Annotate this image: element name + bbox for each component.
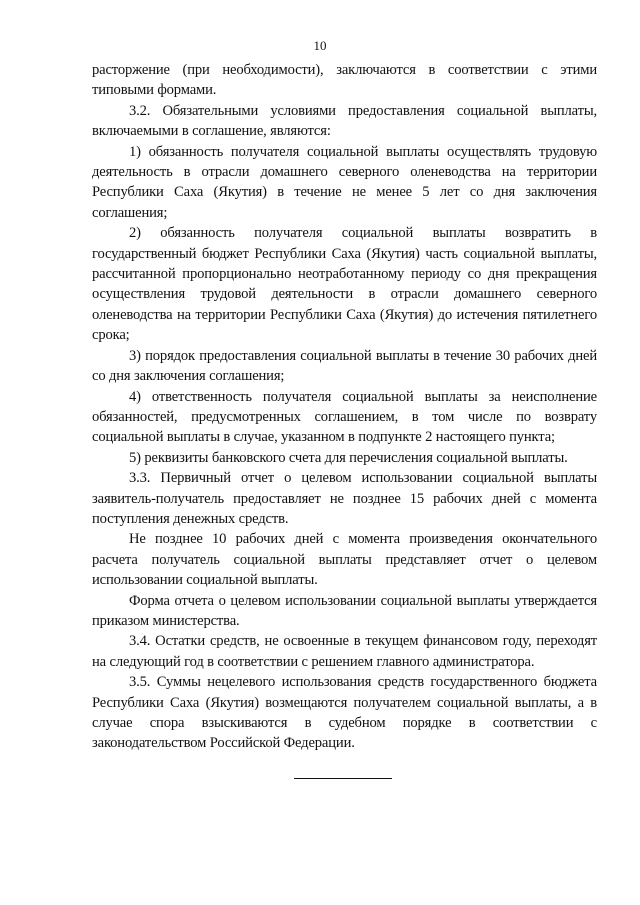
paragraph-3-2: 3.2. Обязательными условиями предоставления социальной выплаты, включаемыми в соглашение, являются:	[92, 102, 597, 140]
list-item-2: 2) обязанность получателя социальной выплаты возвратить в государственный бюджет Республики Саха (Якутия) часть социальной выплаты, рассчитанной пропорционально неотработанному периоду со дня прекращения осуществления трудовой деятельности в отрасли домашнего северного оленеводства на территории Республики Саха (Якутия) до истечения пятилетнего срока;	[92, 225, 597, 344]
paragraph-3-4: 3.4. Остатки средств, не освоенные в текущем финансовом году, переходят на следующий год в соответствии с решением главного администратора.	[92, 633, 597, 670]
list-item-3: 3) порядок предоставления социальной выплаты в течение 30 рабочих дней со дня заключения соглашения;	[92, 347, 597, 385]
end-rule	[294, 778, 392, 779]
paragraph-report-form: Форма отчета о целевом использовании социальной выплаты утверждается приказом министерства.	[92, 592, 597, 629]
document-body	[92, 60, 597, 754]
paragraph-3-5: 3.5. Суммы нецелевого использования средств государственного бюджета Республики Саха (Якутия) возмещаются получателем социальной выплаты, а в случае спора взыскиваются в судебном порядке в соответствии с законодательством Российской Федерации.	[92, 674, 597, 752]
paragraph-3-3: 3.3. Первичный отчет о целевом использовании социальной выплаты заявитель-получатель предоставляет не позднее 15 рабочих дней с момента поступления денежных средств.	[92, 470, 597, 527]
list-item-5: 5) реквизиты банковского счета для перечисления социальной выплаты.	[129, 449, 568, 466]
list-item-4: 4) ответственность получателя социальной выплаты за неисполнение обязанностей, предусмотренных соглашением, в том числе по возврату социальной выплаты в случае, указанном в подпункте 2 настоящего пункта;	[92, 388, 597, 446]
page-number: 10	[313, 38, 327, 53]
paragraph-final-report: Не позднее 10 рабочих дней с момента произведения окончательного расчета получатель социальной выплаты представляет отчет о целевом использовании социальной выплаты.	[92, 531, 597, 589]
paragraph-continuation: расторжение (при необходимости), заключаются в соответствии с этими типовыми формами.	[92, 62, 597, 99]
list-item-1: 1) обязанность получателя социальной выплаты осуществлять трудовую деятельность в отрасли домашнего северного оленеводства на территории Республики Саха (Якутия) в течение не менее 5 лет со дня заключения соглашения;	[92, 143, 597, 221]
